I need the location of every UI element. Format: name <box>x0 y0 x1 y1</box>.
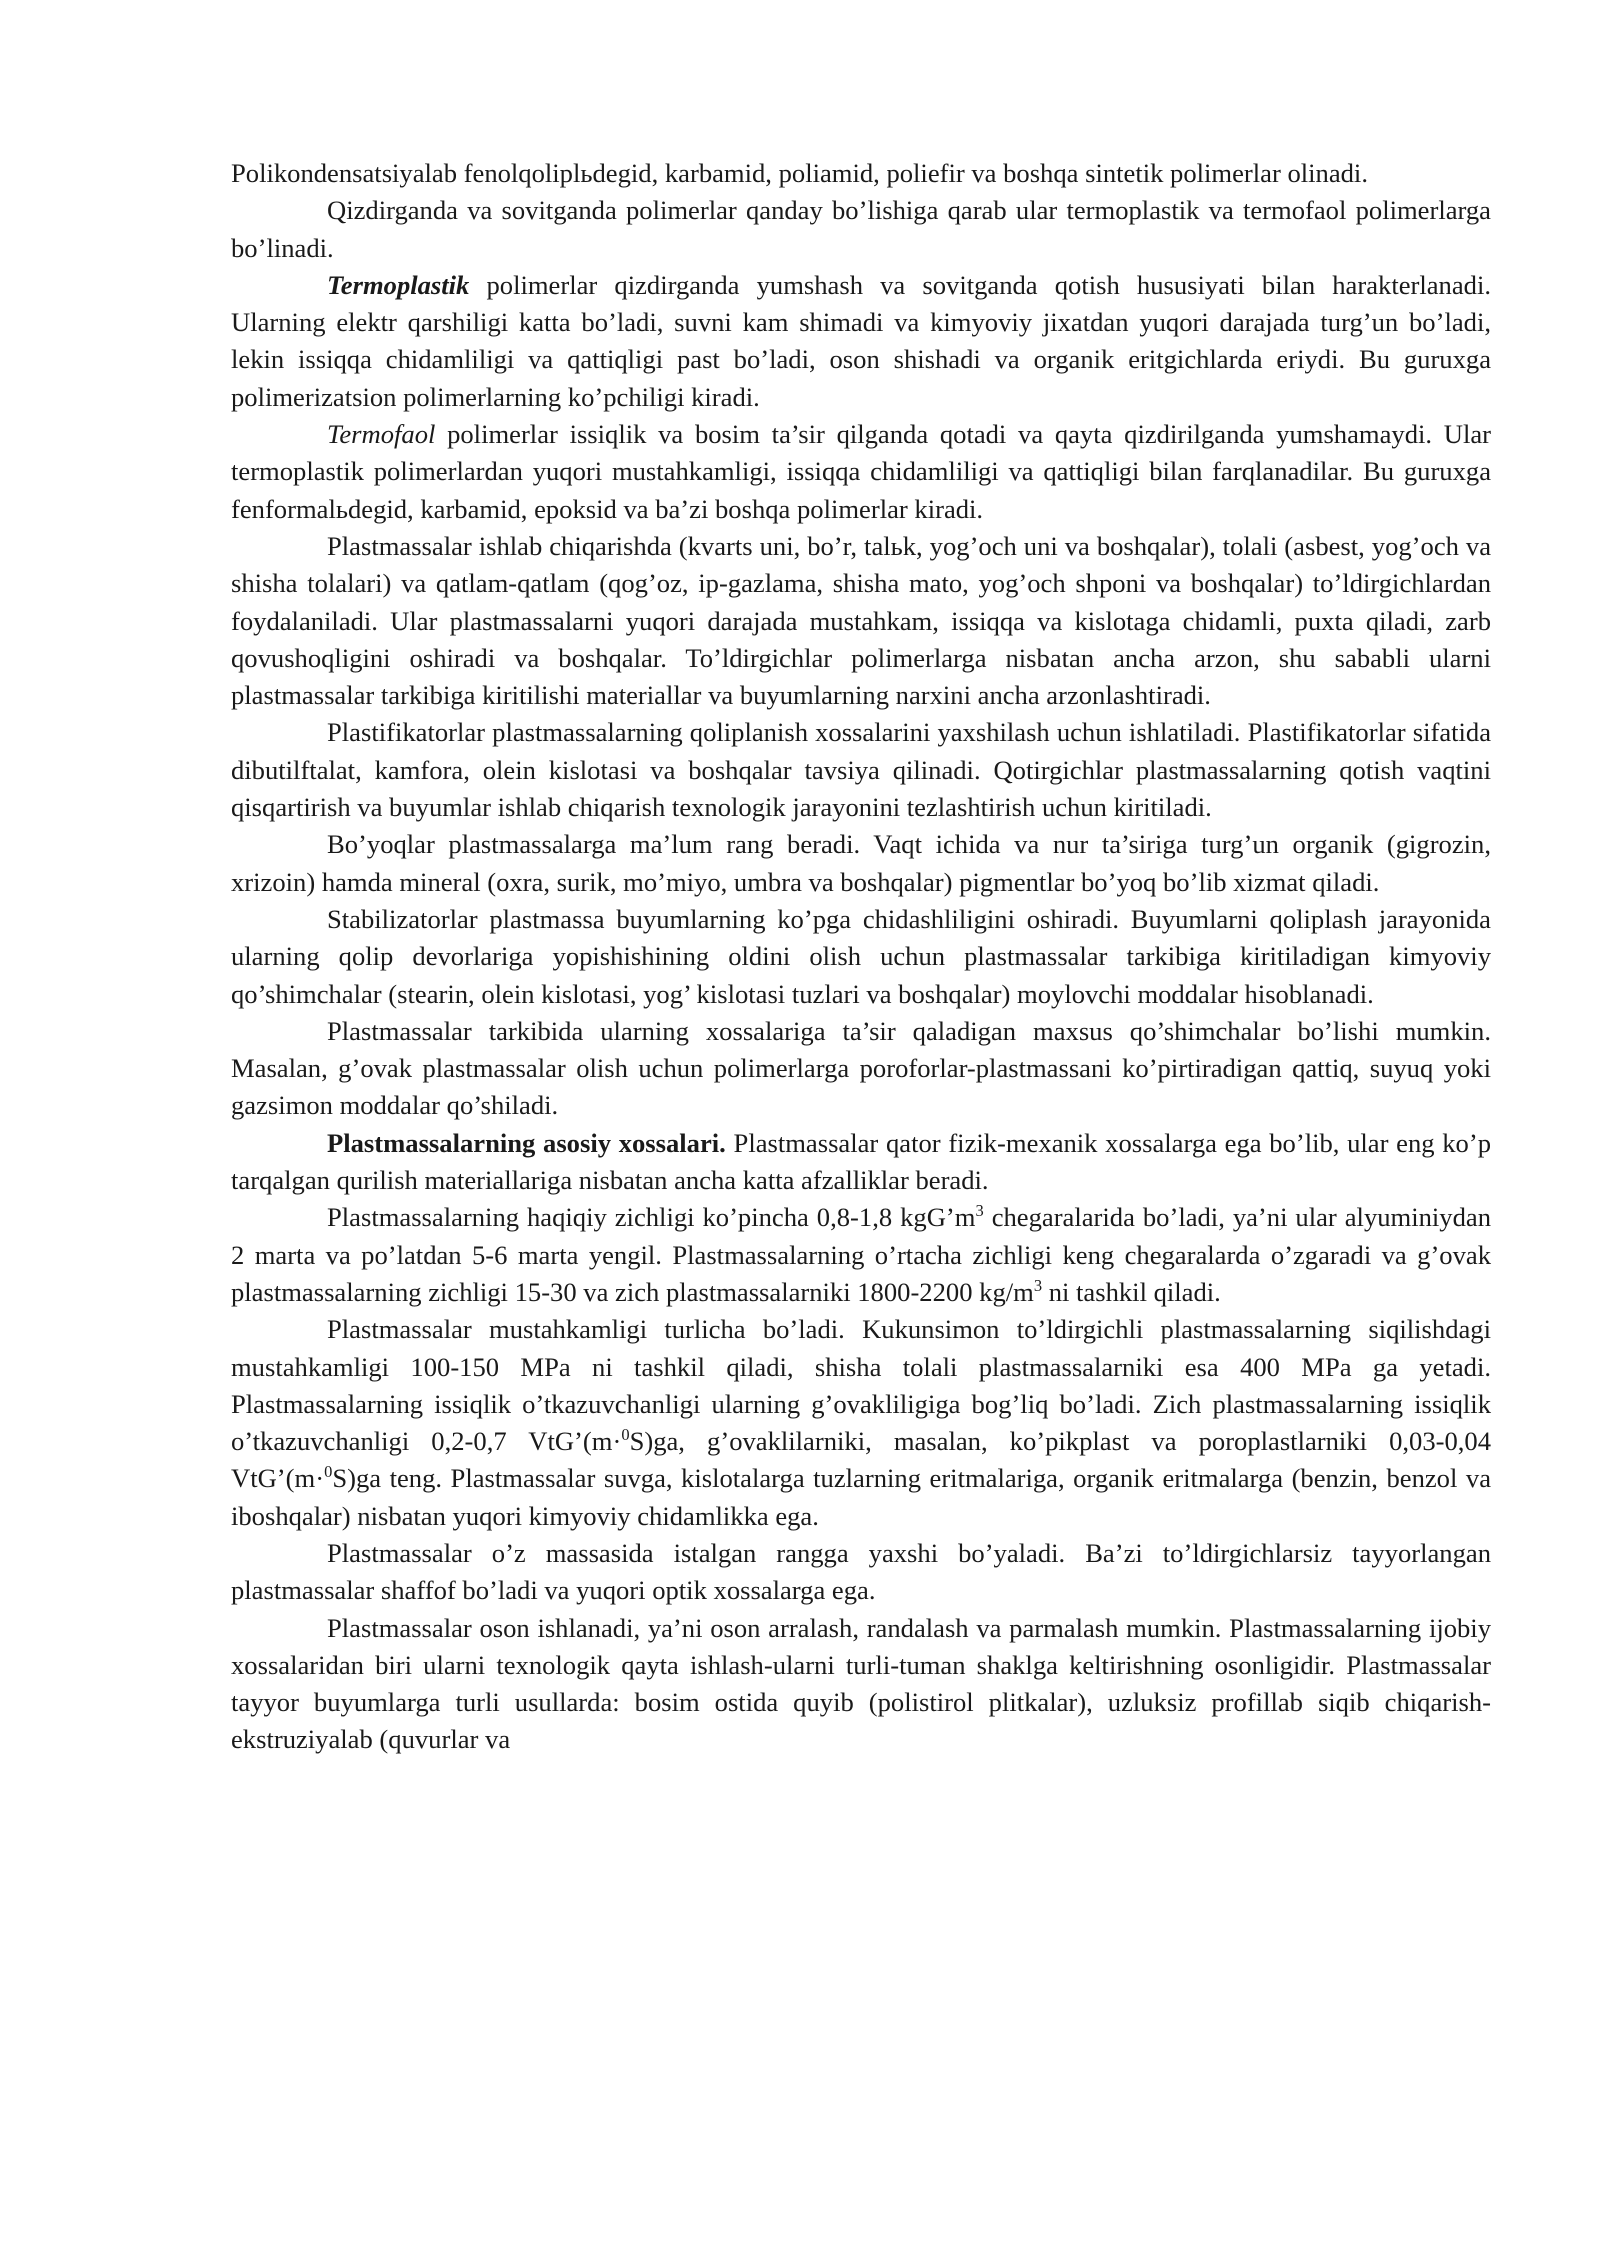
thermoplastic-text: polimerlar qizdirganda yumshash va sovitganda qotish hususiyati bilan harakterlanadi. Ularning elektr qarshiligi katta bo’ladi, suvni kam shimadi va kimyoviy jixatdan yuqori darajada turg’un bo’ladi, lekin issiqqa chidamliligi va qattiqligi past bo’ladi, oson shishadi va organik eritgichlarda eriydi. Bu guruxga polimerizatsion polimerlarning ko’pchiligi kiradi. <box>231 269 1491 412</box>
strength-text-c: S)ga teng. Plastmassalar suvga, kislotalarga tuzlarning eritmalariga, organik eritmalarga (benzin, benzol va iboshqalar) nisbatan yuqori kimyoviy chidamlikka ega. <box>231 1463 1491 1531</box>
paragraph-processing: Plastmassalar oson ishlanadi, ya’ni oson arralash, randalash va parmalash mumkin. Plastmassalarning ijobiy xossalaridan biri ularni texnologik qayta ishlash-ularni turli-tuman shaklga keltirishning osonligidir. Plastmassalar tayyor buyumlarga turli usullarda: bosim ostida quyib (polistirol plitkalar), uzluksiz profillab siqib chiqarish-ekstruziyalab (quvurlar va <box>231 1612 1491 1755</box>
term-thermoset: Termofaol <box>327 419 436 450</box>
document-page <box>231 155 1491 1759</box>
density-text-a: Plastmassalarning haqiqiy zichligi ko’pincha 0,8-1,8 kgG’m <box>327 1202 976 1233</box>
density-text-b: chegaralarida bo’ladi, ya’ni ular alyuminiydan 2 marta va po’latdan 5-6 marta yengil. Plastmassalarning o’rtacha zichligi keng chegaralarda o’zgaradi va g’ovak plastmassalarning zichligi 15-30 va zich plastmassalarniki 1800-2200 kg/m <box>231 1202 1491 1307</box>
paragraph-dyes: Bo’yoqlar plastmassalarga ma’lum rang beradi. Vaqt ichida va nur ta’siriga turg’un organik (gigrozin, xrizoin) hamda mineral (oxra, surik, mo’miyo, umbra va boshqalar) pigmentlar bo’yoq bo’lib xizmat qiladi. <box>231 829 1491 897</box>
strength-superscript-2: 0 <box>324 1462 333 1482</box>
paragraph-thermoplastic <box>231 267 1491 416</box>
strength-text-b: S)ga, g’ovaklilarniki, masalan, ko’pikplast va poroplastlarniki 0,03-0,04 VtG’(m· <box>231 1426 1492 1494</box>
density-text-c: ni tashkil qiladi. <box>1042 1276 1221 1307</box>
paragraph-strength <box>231 1311 1491 1535</box>
paragraph-coloring: Plastmassalar o’z massasida istalgan rangga yaxshi bo’yaladi. Ba’zi to’ldirgichlarsiz tayyorlangan plastmassalar shaffof bo’ladi va yuqori optik xossalarga ega. <box>231 1537 1491 1606</box>
term-thermoplastic: Termoplastik <box>327 269 470 300</box>
paragraph-stabilizers: Stabilizatorlar plastmassa buyumlarning ko’pga chidashliligini oshiradi. Buyumlarni qoliplash jarayonida ularning qolip devorlariga yopishishining oldini olish uchun plastmassalar tarkibiga kiritiladigan kimyoviy qo’shimchalar (stearin, olein kislotasi, yog’ kislotasi tuzlari va boshqalar) moylovchi moddalar hisoblanadi. <box>231 903 1491 1009</box>
paragraph-main-properties <box>231 1125 1491 1200</box>
strength-superscript-1: 0 <box>621 1425 630 1445</box>
density-superscript-1: 3 <box>975 1201 984 1221</box>
paragraph-fillers: Plastmassalar ishlab chiqarishda (kvarts uni, bo’r, talьk, yog’och uni va boshqalar), tolali (asbest, yog’och va shisha tolalari) va qatlam-qatlam (qog’oz, ip-gazlama, shisha mato, yog’och shponi va boshqalar) to’ldirgichlardan foydalaniladi. Ular plastmassalarni yuqori darajada mustahkam, issiqqa va kislotaga chidamli, puxta qiladi, zarb qovushoqligini oshiradi va boshqalar. To’ldirgichlar polimerlarga nisbatan ancha arzon, shu sababli ularni plastmassalar tarkibiga kiritilishi materiallar va buyumlarning narxini ancha arzonlashtiradi. <box>231 530 1491 711</box>
paragraph-plasticizers: Plastifikatorlar plastmassalarning qoliplanish xossalarini yaxshilash uchun ishlatiladi. Plastifikatorlar sifatida dibutilftalat, kamfora, olein kislotasi va boshqalar tavsiya qilinadi. Qotirgichlar plastmassalarning qotish vaqtini qisqartirish va buyumlar ishlab chiqarish texnologik jarayonini tezlashtirish uchun kiritiladi. <box>231 717 1491 823</box>
paragraph-polycondensation: Polikondensatsiyalab fenolqoliplьdegid, karbamid, poliamid, poliefir va boshqa sintetik polimerlar olinadi. <box>231 158 1368 188</box>
paragraph-special-additives: Plastmassalar tarkibida ularning xossalariga ta’sir qaladigan maxsus qo’shimchalar bo’lishi mumkin. Masalan, g’ovak plastmassalar olish uchun polimerlarga poroforlar-plastmassani ko’pirtiradigan qattiq, suyuq yoki gazsimon moddalar qo’shiladi. <box>231 1015 1491 1121</box>
thermoset-text: polimerlar issiqlik va bosim ta’sir qilganda qotadi va qayta qizdirilganda yumshamaydi. Ular termoplastik polimerlardan yuqori mustahkamligi, issiqqa chidamliligi va qattiqligi bilan farqlanadilar. Bu guruxga fenformalьdegid, karbamid, epoksid va ba’zi boshqa polimerlar kiradi. <box>231 419 1491 524</box>
strength-text-a: Plastmassalar mustahkamligi turlicha bo’ladi. Kukunsimon to’ldirgichli plastmassalarning siqilishdagi mustahkamligi 100-150 MPa ni tashkil qiladi, shisha tolali plastmassalarniki esa 400 MPa ga yetadi. Plastmassalarning issiqlik o’tkazuvchanligi ularning g’ovakliligiga bog’liq bo’ladi. Zich plastmassalarning issiqlik o’tkazuvchanligi 0,2-0,7 VtG’(m· <box>231 1314 1491 1457</box>
section-heading: Plastmassalarning asosiy xossalari. <box>327 1127 726 1158</box>
paragraph-thermoset <box>231 416 1491 528</box>
main-properties-text: Plastmassalar qator fizik-mexanik xossalarga ega bo’lib, ular eng ko’p tarqalgan qurilish materiallariga nisbatan ancha katta afzalliklar beradi. <box>231 1127 1491 1196</box>
paragraph-classification: Qizdirganda va sovitganda polimerlar qanday bo’lishiga qarab ular termoplastik va termofaol polimerlarga bo’linadi. <box>231 195 1491 263</box>
paragraph-density <box>231 1199 1491 1311</box>
density-superscript-2: 3 <box>1033 1276 1043 1296</box>
